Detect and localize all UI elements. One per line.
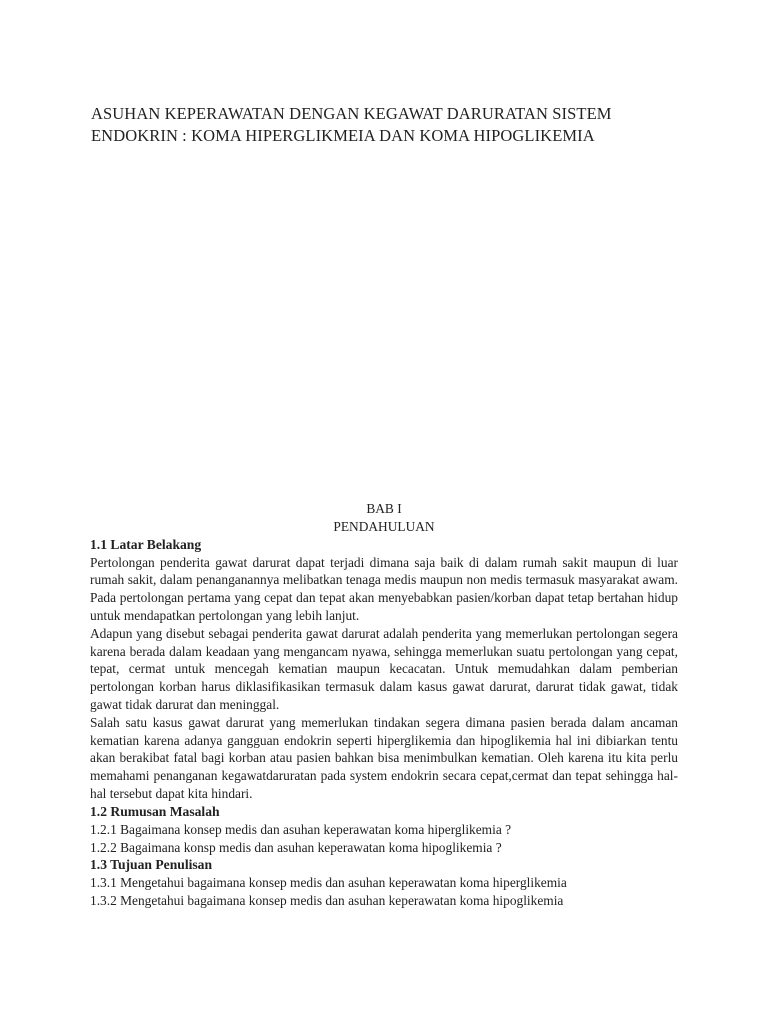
- question-list: [90, 821, 678, 857]
- document-title-line-2: ENDOKRIN : KOMA HIPERGLIKMEIA DAN KOMA HIPOGLIKEMIA: [91, 126, 595, 145]
- chapter-heading: [90, 500, 678, 536]
- section-tujuan-penulisan: [90, 856, 678, 910]
- paragraph: Salah satu kasus gawat darurat yang memerlukan tindakan segera dimana pasien berada dalam ancaman kematian karena adanya gangguan endokrin seperti hiperglikemia dan hipoglikemia hal ini dibiarkan tentu akan berakibat fatal bagi korban atau pasien bahkan bisa menimbulkan kematian. Oleh karena itu kita perlu memahami penanganan kegawatdaruratan pada system endokrin secara cepat,cermat dan tepat sehingga hal-hal tersebut dapat kita hindari.: [90, 714, 678, 801]
- document-title-line-1: ASUHAN KEPERAWATAN DENGAN KEGAWAT DARURATAN SISTEM: [91, 104, 612, 123]
- document-title: [91, 103, 691, 147]
- list-item: 1.2.2 Bagaimana konsp medis dan asuhan keperawatan koma hipoglikemia ?: [90, 839, 502, 855]
- chapter-name: PENDAHULUAN: [333, 518, 435, 534]
- paragraph: Pertolongan penderita gawat darurat dapat terjadi dimana saja baik di dalam rumah sakit maupun di luar rumah sakit, dalam penanganannya melibatkan tenaga medis maupun non medis termasuk masyarakat awam. Pada pertolongan pertama yang cepat dan tepat akan menyebabkan pasien/korban dapat tetap bertahan hidup untuk mendapatkan pertolongan yang lebih lanjut.: [90, 554, 678, 623]
- section-heading: 1.1 Latar Belakang: [90, 536, 202, 552]
- section-heading: 1.2 Rumusan Masalah: [90, 803, 220, 819]
- chapter-number: BAB I: [366, 501, 402, 516]
- document-body: [90, 500, 678, 910]
- list-item: 1.2.1 Bagaimana konsep medis dan asuhan keperawatan koma hiperglikemia ?: [90, 821, 512, 837]
- list-item: 1.3.2 Mengetahui bagaimana konsep medis dan asuhan keperawatan koma hipoglikemia: [90, 893, 564, 909]
- list-item: 1.3.1 Mengetahui bagaimana konsep medis dan asuhan keperawatan koma hiperglikemia: [90, 875, 567, 891]
- objective-list: [90, 874, 678, 910]
- section-rumusan-masalah: [90, 803, 678, 857]
- section-latar-belakang: [90, 536, 678, 803]
- paragraph: Adapun yang disebut sebagai penderita gawat darurat adalah penderita yang memerlukan pertolongan segera karena berada dalam keadaan yang mengancam nyawa, sehingga memerlukan suatu pertolongan yang cepat, tepat, cermat untuk mencegah kematian maupun kecacatan. Untuk memudahkan dalam pemberian pertolongan korban harus diklasifikasikan termasuk dalam kasus gawat darurat, darurat tidak gawat, tidak gawat tidak darurat dan meninggal.: [90, 625, 678, 712]
- section-heading: 1.3 Tujuan Penulisan: [90, 857, 213, 873]
